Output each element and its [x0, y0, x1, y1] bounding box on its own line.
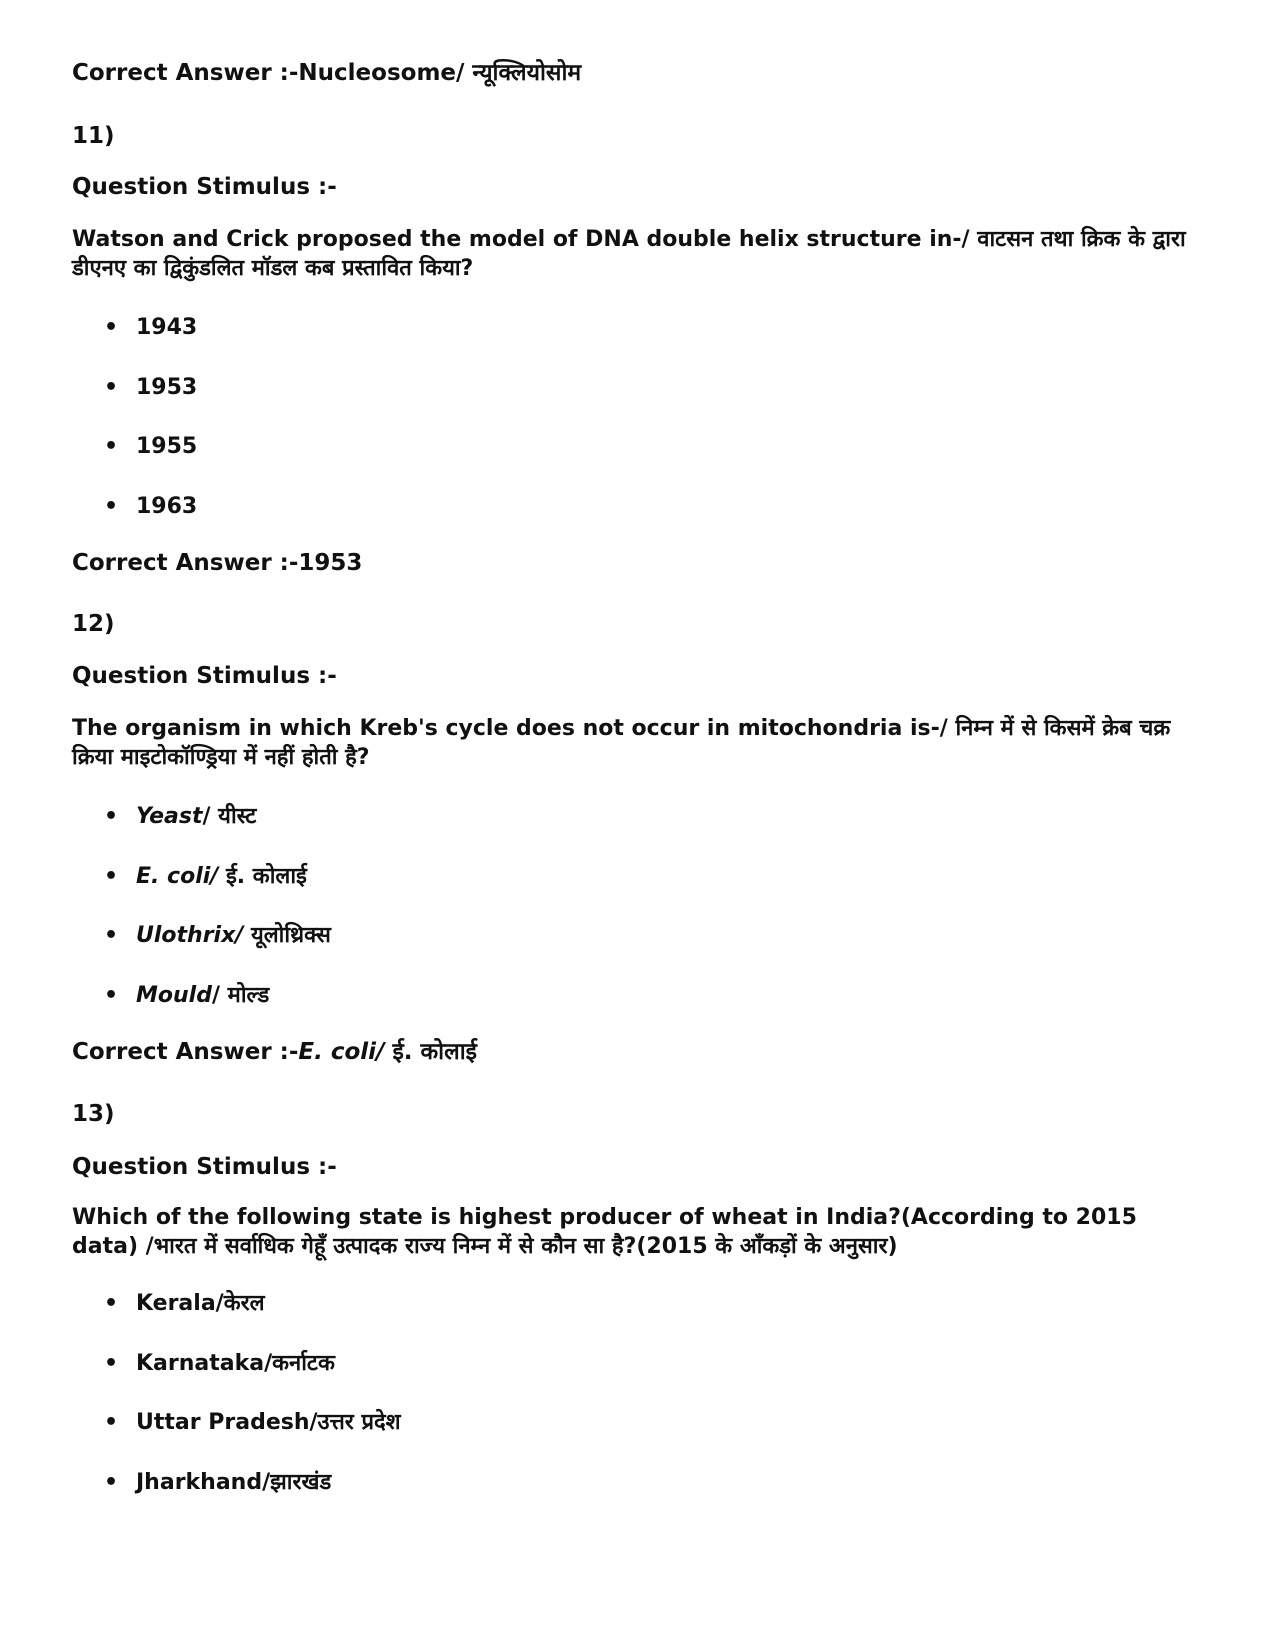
option-item: [104, 373, 197, 403]
question-stimulus-label: Question Stimulus :-: [72, 174, 337, 200]
bullet-icon: •: [104, 804, 119, 829]
correct-answer: [72, 548, 362, 578]
bullet-icon: •: [104, 1351, 119, 1376]
bullet-icon: •: [104, 1470, 119, 1495]
answer-text: ई. कोलाई: [384, 1039, 477, 1065]
option-italic-text: Ulothrix/: [136, 923, 244, 948]
option-text: Uttar Pradesh/उत्तर प्रदेश: [136, 1410, 401, 1435]
option-item: [104, 1408, 401, 1438]
option-item: [104, 432, 197, 462]
option-italic-text: Yeast: [136, 804, 203, 829]
option-item: [104, 313, 197, 343]
option-text: 1963: [136, 494, 198, 519]
question-number: 11): [72, 123, 115, 149]
option-text: / मोल्ड: [211, 983, 270, 1008]
option-item: [104, 1349, 335, 1379]
answer-text: 1953: [298, 550, 363, 576]
answer-prefix: Correct Answer :-: [72, 1039, 299, 1065]
option-italic-text: E. coli/: [136, 864, 219, 889]
bullet-icon: •: [104, 315, 119, 340]
question-text: The organism in which Kreb's cycle does not occur in mitochondria is-/ निम्न में से किसमें क्रेब चक्र क्रिया माइटोकॉण्ड्रिया में नहीं होती है?: [72, 716, 1171, 770]
option-text: Kerala/केरल: [136, 1291, 265, 1316]
question-text: Which of the following state is highest producer of wheat in India?(According to 2015 data) /भारत में सर्वाधिक गेहूँ उत्पादक राज्य निम्न में से कौन सा है?(2015 के आँकड़ों के अनुसार): [72, 1205, 1137, 1259]
question-number: 13): [72, 1101, 115, 1127]
option-text: यूलोथ्रिक्स: [243, 923, 331, 948]
option-text: 1955: [136, 434, 198, 459]
question-stimulus-label: Question Stimulus :-: [72, 1154, 337, 1180]
correct-answer: [72, 1037, 477, 1067]
question-number: 12): [72, 611, 115, 637]
bullet-icon: •: [104, 864, 119, 889]
question-text: Watson and Crick proposed the model of DNA double helix structure in-/ वाटसन तथा क्रिक के द्वारा डीएनए का द्विकुंडलित मॉडल कब प्रस्तावित किया?: [72, 227, 1186, 281]
option-text: Karnataka/कर्नाटक: [136, 1351, 335, 1376]
option-item: [104, 921, 331, 951]
answer-prefix: Correct Answer :-: [72, 550, 299, 576]
answer-prefix: Correct Answer :-: [72, 60, 299, 86]
option-text: / यीस्ट: [202, 804, 257, 829]
bullet-icon: •: [104, 434, 119, 459]
option-text: Jharkhand/झारखंड: [136, 1470, 332, 1495]
option-item: [104, 1468, 331, 1498]
option-text: ई. कोलाई: [218, 864, 307, 889]
option-text: 1953: [136, 375, 198, 400]
answer-text: Nucleosome/ न्यूक्लियोसोम: [298, 60, 582, 86]
option-item: [104, 1289, 265, 1319]
option-text: 1943: [136, 315, 198, 340]
option-item: [104, 862, 307, 892]
bullet-icon: •: [104, 1410, 119, 1435]
bullet-icon: •: [104, 983, 119, 1008]
answer-italic-text: E. coli/: [298, 1039, 385, 1065]
correct-answer-prev: [72, 58, 581, 88]
bullet-icon: •: [104, 1291, 119, 1316]
bullet-icon: •: [104, 375, 119, 400]
option-item: [104, 981, 269, 1011]
question-stimulus-label: Question Stimulus :-: [72, 663, 337, 689]
bullet-icon: •: [104, 494, 119, 519]
option-item: [104, 492, 197, 522]
bullet-icon: •: [104, 923, 119, 948]
option-item: [104, 802, 256, 832]
option-italic-text: Mould: [136, 983, 212, 1008]
